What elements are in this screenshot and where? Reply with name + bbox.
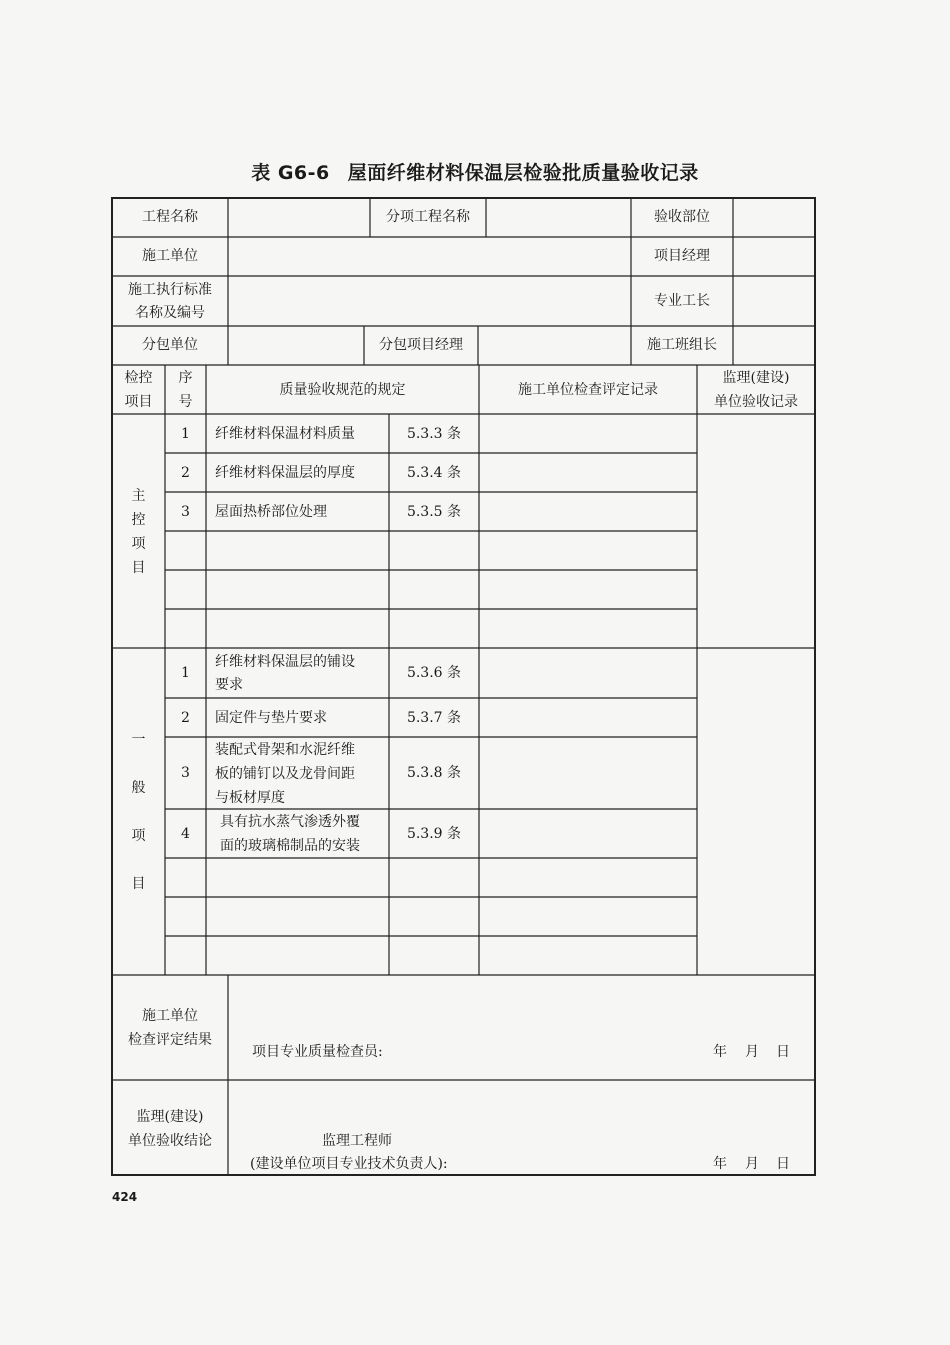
main-item-1-desc: 纤维材料保温材料质量 xyxy=(215,426,355,442)
col-check-item-line1: 检控 xyxy=(124,370,153,386)
label-acceptance-part: 验收部位 xyxy=(654,209,710,225)
label-construction-unit: 施工单位 xyxy=(142,248,198,264)
general-item-3-desc-line1: 装配式骨架和水泥纤维 xyxy=(215,742,355,758)
label-construction-result-line1: 施工单位 xyxy=(142,1008,198,1024)
page-number: 424 xyxy=(112,1190,138,1204)
main-item-2-seq: 2 xyxy=(181,465,190,481)
col-check-item-line2: 项目 xyxy=(124,394,153,410)
label-subcontractor: 分包单位 xyxy=(142,337,198,353)
col-spec: 质量验收规范的规定 xyxy=(279,382,406,398)
general-item-1-clause: 5.3.6 条 xyxy=(406,665,462,681)
general-item-1-desc-line1: 纤维材料保温层的铺设 xyxy=(215,654,355,670)
main-control-label-1: 主 xyxy=(131,488,146,504)
col-supervision-line2: 单位验收记录 xyxy=(714,394,798,410)
col-supervision-line1: 监理(建设) xyxy=(722,370,790,386)
main-item-2-clause: 5.3.4 条 xyxy=(406,465,462,481)
label-supervision-conclusion-line1: 监理(建设) xyxy=(136,1109,204,1125)
main-item-1-clause: 5.3.3 条 xyxy=(406,426,462,442)
date-year-1: 年 xyxy=(713,1044,727,1060)
label-supervising-engineer: 监理工程师 xyxy=(322,1133,392,1149)
general-item-4-desc-line2: 面的玻璃棉制品的安装 xyxy=(220,838,360,854)
main-item-3-desc: 屋面热桥部位处理 xyxy=(215,504,327,520)
label-sub-project-name: 分项工程名称 xyxy=(386,209,470,225)
general-label-1: 一 xyxy=(131,732,146,748)
main-item-3-seq: 3 xyxy=(181,504,190,520)
general-item-3-clause: 5.3.8 条 xyxy=(406,765,462,781)
date-day-2: 日 xyxy=(776,1156,790,1172)
date-month-2: 月 xyxy=(745,1156,759,1172)
label-standard-line1: 施工执行标准 xyxy=(128,282,212,298)
label-specialty-foreman: 专业工长 xyxy=(654,293,710,309)
date-month-1: 月 xyxy=(745,1044,759,1060)
col-seq-line2: 号 xyxy=(178,394,193,410)
main-item-2-desc: 纤维材料保温层的厚度 xyxy=(215,465,355,481)
general-item-2-seq: 2 xyxy=(181,710,190,726)
general-label-3: 项 xyxy=(131,828,146,844)
label-project-manager: 项目经理 xyxy=(654,248,710,264)
general-item-3-desc-line3: 与板材厚度 xyxy=(215,790,285,806)
general-label-2: 般 xyxy=(131,780,146,796)
label-owner-representative: (建设单位项目专业技术负责人): xyxy=(250,1156,448,1172)
general-label-4: 目 xyxy=(131,876,146,892)
label-quality-inspector: 项目专业质量检查员: xyxy=(252,1044,383,1060)
col-construction-record: 施工单位检查评定记录 xyxy=(518,382,658,398)
main-control-label-4: 目 xyxy=(131,560,146,576)
general-item-4-desc-line1: 具有抗水蒸气渗透外覆 xyxy=(220,814,360,830)
general-item-4-clause: 5.3.9 条 xyxy=(406,826,462,842)
form-title-text: 屋面纤维材料保温层检验批质量验收记录 xyxy=(347,162,699,184)
main-item-1-seq: 1 xyxy=(181,426,190,442)
general-item-2-desc-line1: 固定件与垫片要求 xyxy=(215,710,327,726)
label-subcontract-manager: 分包项目经理 xyxy=(379,337,463,353)
main-control-label-3: 项 xyxy=(131,536,146,552)
label-supervision-conclusion-line2: 单位验收结论 xyxy=(128,1133,212,1149)
label-team-leader: 施工班组长 xyxy=(647,337,717,353)
label-construction-result-line2: 检查评定结果 xyxy=(128,1032,212,1048)
general-item-3-desc-line2: 板的铺钉以及龙骨间距 xyxy=(215,766,355,782)
label-project-name: 工程名称 xyxy=(142,209,198,225)
main-control-label-2: 控 xyxy=(131,512,146,528)
general-item-2-clause: 5.3.7 条 xyxy=(406,710,462,726)
general-item-4-seq: 4 xyxy=(181,826,190,842)
general-item-1-desc-line2: 要求 xyxy=(215,677,243,693)
date-day-1: 日 xyxy=(776,1044,790,1060)
col-seq-line1: 序 xyxy=(178,370,193,386)
label-standard-line2: 名称及编号 xyxy=(135,305,205,321)
main-item-3-clause: 5.3.5 条 xyxy=(406,504,462,520)
general-item-3-seq: 3 xyxy=(181,765,190,781)
date-year-2: 年 xyxy=(713,1156,727,1172)
general-item-1-seq: 1 xyxy=(181,665,190,681)
form-code: 表 G6-6 xyxy=(251,162,330,184)
